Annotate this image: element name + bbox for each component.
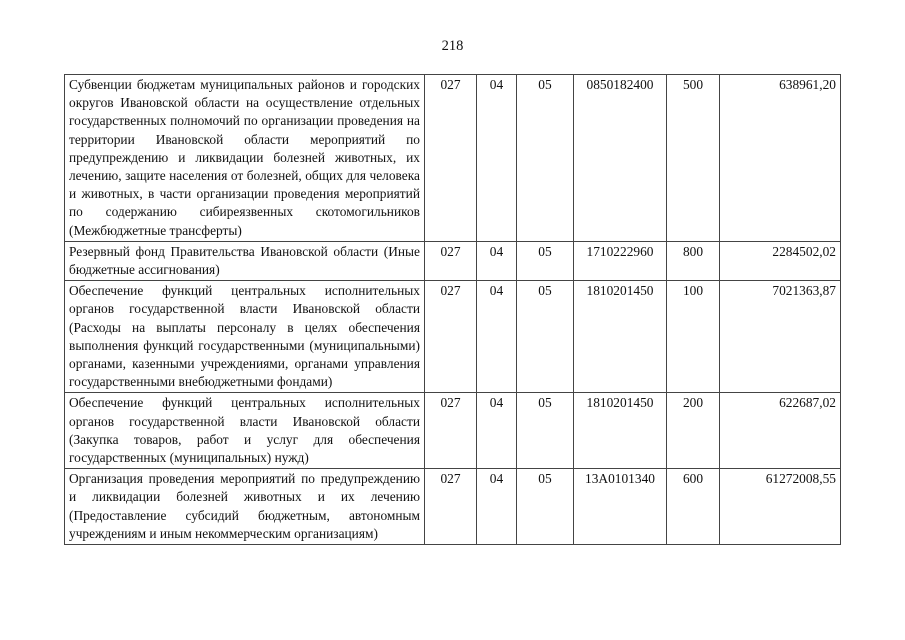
expense-type-code: 200 (667, 393, 720, 469)
row-description: Субвенции бюджетам муниципальных районов и городских округов Ивановской области на осуществление отдельных государственных полномочий по организации проведения на территории Ивановской области мероприятий по предупреждению и ликвидации болезней животных, их лечению, защите населения от болезней, общих для человека и животных, в части организации проведения мероприятий по содержанию сибиреязвенных скотомогильников (Межбюджетные трансферты) (65, 75, 425, 242)
subsection-code: 05 (517, 393, 574, 469)
ministry-code: 027 (425, 469, 477, 545)
row-description: Резервный фонд Правительства Ивановской области (Иные бюджетные ассигнования) (65, 241, 425, 280)
expense-type-code: 600 (667, 469, 720, 545)
target-article-code: 1810201450 (574, 393, 667, 469)
page-number: 218 (441, 38, 464, 54)
ministry-code: 027 (425, 281, 477, 393)
ministry-code: 027 (425, 393, 477, 469)
target-article-code: 1810201450 (574, 281, 667, 393)
target-article-code: 0850182400 (574, 75, 667, 242)
row-description: Обеспечение функций центральных исполнительных органов государственной власти Ивановской области (Расходы на выплаты персоналу в целях обеспечения выполнения функций государственными (муниципальными) органами, казенными учреждениями, органами управления государственными внебюджетными фондами) (65, 281, 425, 393)
section-code: 04 (477, 241, 517, 280)
subsection-code: 05 (517, 241, 574, 280)
expense-type-code: 500 (667, 75, 720, 242)
table-row (65, 75, 841, 242)
subsection-code: 05 (517, 281, 574, 393)
section-code: 04 (477, 469, 517, 545)
table-row (65, 281, 841, 393)
row-description: Организация проведения мероприятий по предупреждению и ликвидации болезней животных и их лечению (Предоставление субсидий бюджетным, автономным учреждениям и иным некоммерческим организациям) (65, 469, 425, 545)
subsection-code: 05 (517, 469, 574, 545)
subsection-code: 05 (517, 75, 574, 242)
amount: 7021363,87 (720, 281, 841, 393)
target-article-code: 13А0101340 (574, 469, 667, 545)
amount: 61272008,55 (720, 469, 841, 545)
table-row (65, 469, 841, 545)
ministry-code: 027 (425, 241, 477, 280)
section-code: 04 (477, 75, 517, 242)
table-row (65, 241, 841, 280)
amount: 2284502,02 (720, 241, 841, 280)
target-article-code: 1710222960 (574, 241, 667, 280)
expense-type-code: 800 (667, 241, 720, 280)
section-code: 04 (477, 393, 517, 469)
section-code: 04 (477, 281, 517, 393)
amount: 638961,20 (720, 75, 841, 242)
expense-type-code: 100 (667, 281, 720, 393)
row-description: Обеспечение функций центральных исполнительных органов государственной власти Ивановской области (Закупка товаров, работ и услуг для обеспечения государственных (муниципальных) нужд) (65, 393, 425, 469)
table-row (65, 393, 841, 469)
amount: 622687,02 (720, 393, 841, 469)
budget-table (64, 74, 841, 545)
ministry-code: 027 (425, 75, 477, 242)
